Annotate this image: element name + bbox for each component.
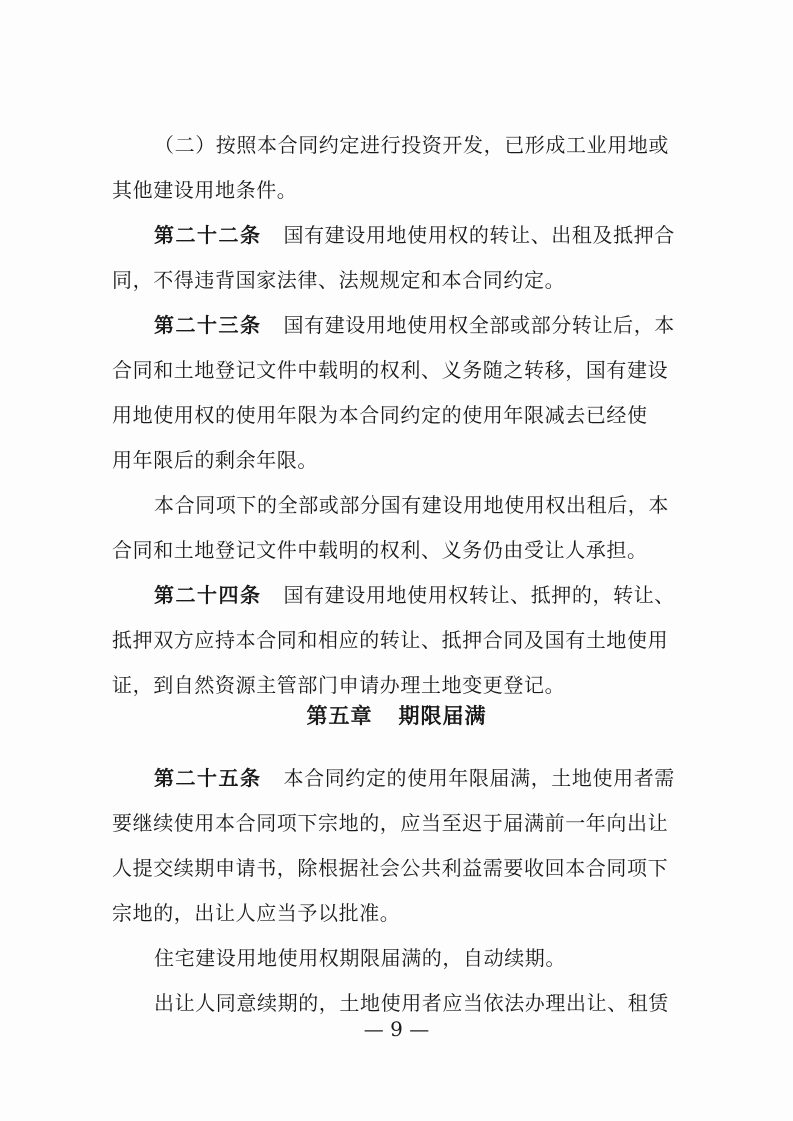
paragraph-line: [112, 438, 677, 483]
paragraph-line: [112, 573, 677, 618]
line-text: 合同和土地登记文件中载明的权利、义务仍由受让人承担。: [112, 538, 648, 562]
article-number: 第二十二条: [154, 223, 262, 247]
line-text: 同，不得违背国家法律、法规规定和本合同约定。: [112, 268, 566, 292]
chapter-number: 第五章: [306, 704, 373, 728]
paragraph-line: [112, 483, 677, 528]
line-text: 国有建设用地使用权全部或部分转让后，本: [283, 313, 675, 337]
line-text: 证，到自然资源主管部门申请办理土地变更登记。: [112, 673, 566, 697]
paragraph-line: [112, 936, 677, 981]
line-text: 其他建设用地条件。: [112, 178, 298, 202]
line-text: 本合同约定的使用年限届满，土地使用者需: [283, 766, 675, 790]
paragraph-line: [112, 891, 677, 936]
paragraph-line: [112, 123, 677, 168]
article-number: 第二十三条: [154, 313, 262, 337]
paragraph-line: [112, 393, 677, 438]
paragraph-line: [112, 846, 677, 891]
line-text: 宗地的，出让人应当予以批准。: [112, 901, 401, 925]
line-text: 用年限后的剩余年限。: [112, 448, 318, 472]
line-text: （二）按照本合同约定进行投资开发，已形成工业用地或: [154, 133, 669, 157]
paragraph-line: [112, 168, 677, 213]
line-text: 用地使用权的使用年限为本合同约定的使用年限减去已经使: [112, 403, 648, 427]
line-text: 要继续使用本合同项下宗地的，应当至迟于届满前一年向出让: [112, 811, 669, 835]
line-text: 合同和土地登记文件中载明的权利、义务随之转移，国有建设: [112, 358, 669, 382]
chapter-title: 期限届满: [398, 704, 487, 728]
line-text: 国有建设用地使用权的转让、出租及抵押合: [283, 223, 675, 247]
line-text: 人提交续期申请书，除根据社会公共利益需要收回本合同项下: [112, 856, 669, 880]
line-text: 住宅建设用地使用权期限届满的，自动续期。: [154, 946, 566, 970]
paragraph-line: [112, 528, 677, 573]
paragraph-line: [112, 348, 677, 393]
article-number: 第二十四条: [154, 583, 262, 607]
body-text-block-1: [112, 123, 677, 708]
line-text: 出让人同意续期的，土地使用者应当依法办理出让、租赁: [154, 991, 669, 1015]
page-number: — 9 —: [363, 1017, 430, 1041]
paragraph-line: [112, 213, 677, 258]
line-text: 国有建设用地使用权转让、抵押的，转让、: [283, 583, 675, 607]
paragraph-line: [112, 303, 677, 348]
paragraph-line: [112, 756, 677, 801]
chapter-heading: [0, 692, 793, 740]
article-number: 第二十五条: [154, 766, 262, 790]
paragraph-line: [112, 801, 677, 846]
paragraph-line: [112, 618, 677, 663]
line-text: 抵押双方应持本合同和相应的转让、抵押合同及国有土地使用: [112, 628, 669, 652]
body-text-block-2: [112, 756, 677, 1026]
line-text: 本合同项下的全部或部分国有建设用地使用权出租后，本: [154, 493, 669, 517]
paragraph-line: [112, 258, 677, 303]
